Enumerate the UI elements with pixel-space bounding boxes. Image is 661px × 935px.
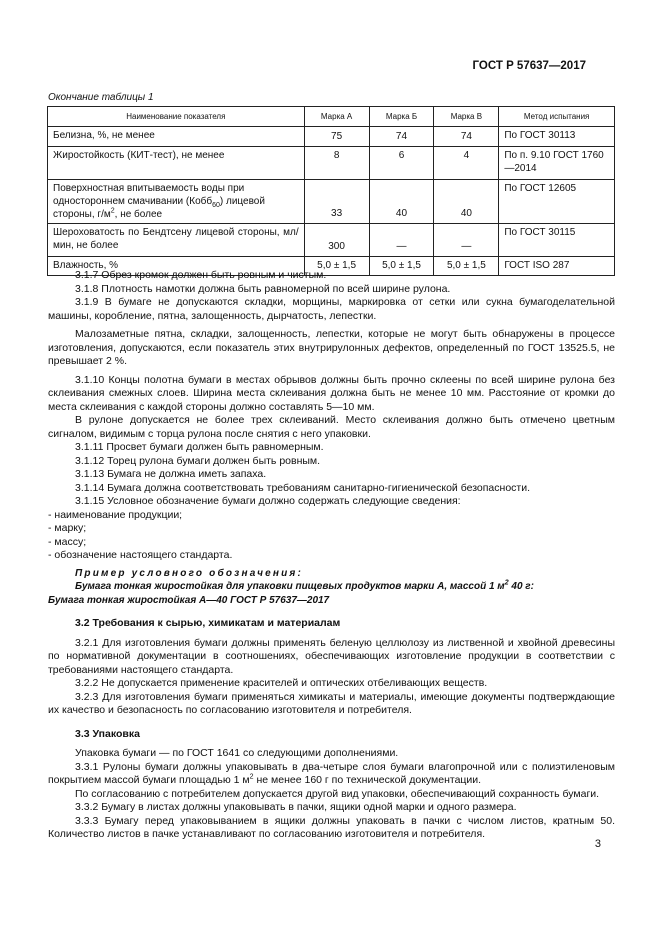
table-row — [48, 180, 615, 224]
paragraph-3-3-1 — [48, 761, 615, 788]
page-number: 3 — [594, 838, 601, 850]
example-line-1-tail: 40 г: — [508, 581, 534, 592]
table-header-row — [48, 107, 615, 127]
section-heading-3-3: 3.3 Упаковка — [75, 727, 140, 740]
cell-method: По ГОСТ 30113 — [499, 127, 615, 147]
paragraph-3-2-1: 3.2.1 Для изготовления бумаги должны применять беленую целлюлозу из лиственной и хвойной древесины по нормативной документации в соотношениях, обеспечивающих изготовление продукции в соответствии с требованиями настоящего стандарта. — [48, 636, 615, 676]
cell-name: Шероховатость по Бендтсену лицевой стороны, мл/мин, не более — [48, 224, 305, 257]
paragraph-3-3-2: 3.3.2 Бумагу в листах должны упаковывать в пачки, ящики одной марки и одного размера. — [75, 801, 517, 813]
paragraph-3-1-10: 3.1.10 Концы полотна бумаги в местах обрывов должны быть прочно склеены по всей ширине рулона без склеивания смежных слоев. Ширина места склеивания должна быть не менее 10 мм. Расстояние от кромки до места склеивания с каждой стороны должно составлять 5—10 мм. — [48, 373, 615, 413]
cell-method: По ГОСТ 30115 — [499, 224, 615, 257]
document-code: ГОСТ Р 57637—2017 — [472, 60, 586, 72]
col-header-grade-v: Марка В — [434, 107, 499, 127]
cell-method: По п. 9.10 ГОСТ 1760—2014 — [499, 147, 615, 180]
example-line-1-text: Бумага тонкая жиростойкая для упаковки пищевых продуктов марки А, массой 1 м — [75, 581, 505, 592]
cell-name: Жиростойкость (КИТ-тест), не менее — [48, 147, 305, 180]
cell-b: 6 — [369, 147, 434, 180]
table-caption: Окончание таблицы 1 — [48, 92, 154, 103]
example-line-1-sup: 2 — [504, 579, 509, 587]
list-item: - обозначение настоящего стандарта. — [48, 549, 233, 561]
cell-c: 5,0 ± 1,5 — [434, 257, 499, 276]
cell-method: По ГОСТ 12605 — [499, 180, 615, 224]
paragraph-3-1-7: 3.1.7 Обрез кромок должен быть ровным и чистым. — [75, 269, 327, 281]
paragraph-3-1-12: 3.1.12 Торец рулона бумаги должен быть ровным. — [75, 454, 321, 467]
list-item: - марку; — [48, 522, 87, 534]
table-row — [48, 127, 615, 147]
example-line-2: Бумага тонкая жиростойкая А—40 ГОСТ Р 57637—2017 — [48, 594, 330, 606]
paragraph-3-3-1-tail: не менее 160 г по технической документации. — [253, 774, 482, 786]
cell-a: 5,0 ± 1,5 — [304, 257, 369, 276]
cell-name-sup: 2 — [110, 207, 115, 215]
paragraph-3-1-14: 3.1.14 Бумага должна соответствовать требованиям санитарно-гигиенической безопасности. — [75, 481, 531, 494]
table-row — [48, 147, 615, 180]
paragraph-3-1-15: 3.1.15 Условное обозначение бумаги должно содержать следующие сведения: — [75, 495, 461, 507]
cell-b: 74 — [369, 127, 434, 147]
paragraph-3-1-11: 3.1.11 Просвет бумаги должен быть равномерным. — [75, 441, 324, 453]
col-header-method: Метод испытания — [499, 107, 615, 127]
cell-a: 33 — [304, 180, 369, 224]
col-header-grade-a: Марка А — [304, 107, 369, 127]
cell-b: 40 — [369, 180, 434, 224]
cell-c: 74 — [434, 127, 499, 147]
section-heading-3-2: 3.2 Требования к сырью, химикатам и материалам — [75, 617, 341, 629]
properties-table — [47, 106, 615, 276]
cell-name: Влажность, % — [48, 257, 305, 276]
cell-c: 4 — [434, 147, 499, 180]
paragraph-3-3-1-sup: 2 — [249, 773, 254, 781]
cell-b: — — [369, 224, 434, 257]
cell-a: 75 — [304, 127, 369, 147]
paragraph-3-1-10-note: В рулоне допускается не более трех склеиваний. Место склеивания должно быть отмечено цветным сигналом, видимым с торца рулона после снятия с него упаковки. — [48, 414, 615, 440]
cell-a: 8 — [304, 147, 369, 180]
table-row — [48, 224, 615, 257]
list-item: - массу; — [48, 535, 87, 548]
cell-name-sub: 60 — [212, 202, 220, 209]
paragraph-3-2-3: 3.2.3 Для изготовления бумаги применяться химикаты и материалы, имеющие документы подтверждающие их качество и безопасность по согласованию изготовителя и потребителя. — [48, 690, 615, 716]
cell-name-mid: ) лицевой стороны, г/м — [53, 196, 265, 220]
paragraph-3-1-13: 3.1.13 Бумага не должна иметь запаха. — [75, 468, 267, 480]
paragraph-3-2-2: 3.2.2 Не допускается применение красителей и оптических отбеливающих веществ. — [75, 677, 488, 689]
paragraph-3-3: Упаковка бумаги — по ГОСТ 1641 со следующими дополнениями. — [75, 747, 399, 759]
cell-name-pre: Поверхностная впитываемость воды при одностороннем смачивании (Кобб — [53, 183, 245, 207]
example-line-1 — [48, 580, 615, 594]
cell-c: — — [434, 224, 499, 257]
paragraph-3-1-9-note: Малозаметные пятна, складки, залощенность, лепестки, которые не могут быть обнаружены в процессе изготовления, допускаются, если показатель этих внутрирулонных дефектов, определенный по ГОСТ 13525.5, не превышает 2 %. — [48, 328, 615, 367]
col-header-grade-b: Марка Б — [369, 107, 434, 127]
paragraph-3-1-8: 3.1.8 Плотность намотки должна быть равномерной по всей ширине рулона. — [75, 282, 451, 295]
example-title: Пример условного обозначения: — [75, 567, 304, 579]
cell-name: Белизна, %, не менее — [48, 127, 305, 147]
list-item: - наименование продукции; — [48, 508, 183, 521]
paragraph-3-3-3: 3.3.3 Бумагу перед упаковыванием в ящики должны упаковать в пачки с числом листов, кратным 50. Количество листов в пачке устанавливают по согласованию изготовителя и потребителя. — [48, 814, 615, 840]
paragraph-3-1-9: 3.1.9 В бумаге не допускаются складки, морщины, маркировка от сетки или сукна бумагоделательной машины, коробление, пятна, залощенность, дырчатость, лепестки. — [48, 296, 615, 322]
paragraph-3-3-1-note: По согласованию с потребителем допускается другой вид упаковки, обеспечивающий сохранность бумаги. — [75, 787, 600, 800]
cell-name — [48, 180, 305, 224]
col-header-name: Наименование показателя — [48, 107, 305, 127]
cell-c: 40 — [434, 180, 499, 224]
paragraph-3-3-1-text: 3.3.1 Рулоны бумаги должны упаковывать в два-четыре слоя бумаги влагопрочной или с полиэтиленовым покрытием массой бумаги площадью 1 м — [48, 760, 615, 786]
cell-method: ГОСТ ISO 287 — [499, 257, 615, 276]
cell-name-post: , не более — [114, 209, 163, 220]
cell-b: 5,0 ± 1,5 — [369, 257, 434, 276]
cell-a: 300 — [304, 224, 369, 257]
document-body — [48, 269, 615, 842]
